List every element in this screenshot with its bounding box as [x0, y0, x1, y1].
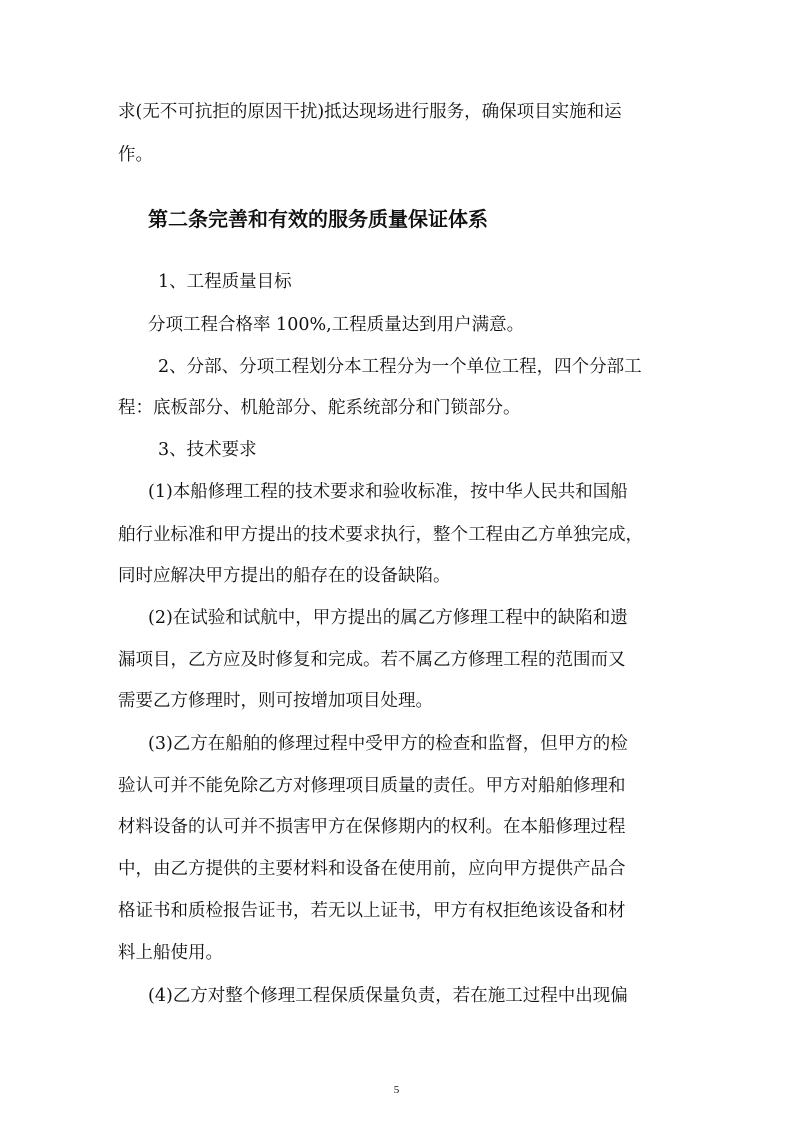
paragraph-line: 验认可并不能免除乙方对修理项目质量的责任。甲方对船舶修理和: [118, 776, 626, 796]
paragraph-line: (1)本船修理工程的技术要求和验收标准，按中华人民共和国船: [148, 482, 628, 502]
paragraph-line: 漏项目，乙方应及时修复和完成。若不属乙方修理工程的范围而又: [118, 650, 626, 670]
paragraph-line: (2)在试验和试航中，甲方提出的属乙方修理工程中的缺陷和遗: [148, 608, 628, 628]
paragraph-line: 2、分部、分项工程划分本工程分为一个单位工程，四个分部工: [158, 357, 642, 377]
paragraph-line: 料上船使用。: [118, 943, 223, 963]
list-item-heading: 1、工程质量目标: [158, 272, 292, 292]
list-item-heading: 3、技术要求: [158, 440, 257, 460]
paragraph-line: (3)乙方在船舶的修理过程中受甲方的检查和监督，但甲方的检: [148, 734, 628, 754]
paragraph-line: 分项工程合格率 100%,工程质量达到用户满意。: [148, 315, 525, 335]
section-heading: 第二条完善和有效的服务质量保证体系: [148, 207, 488, 231]
paragraph-line: 舶行业标准和甲方提出的技术要求执行，整个工程由乙方单独完成，: [118, 525, 643, 545]
paragraph-line: 中，由乙方提供的主要材料和设备在使用前，应向甲方提供产品合: [118, 859, 626, 879]
paragraph-line: 程：底板部分、机舱部分、舵系统部分和门锁部分。: [118, 398, 521, 418]
paragraph-line: 需要乙方修理时，则可按增加项目处理。: [118, 691, 433, 711]
paragraph-line: 作。: [118, 145, 153, 165]
paragraph-line: (4)乙方对整个修理工程保质保量负责，若在施工过程中出现偏: [148, 986, 628, 1006]
page-number: 5: [393, 1084, 400, 1096]
paragraph-line: 同时应解决甲方提出的船存在的设备缺陷。: [118, 566, 451, 586]
paragraph-line: 材料设备的认可并不损害甲方在保修期内的权利。在本船修理过程: [118, 817, 626, 837]
paragraph-line: 格证书和质检报告证书，若无以上证书，甲方有权拒绝该设备和材: [118, 901, 626, 921]
paragraph-line: 求(无不可抗拒的原因干扰)抵达现场进行服务，确保项目实施和运: [118, 102, 622, 122]
